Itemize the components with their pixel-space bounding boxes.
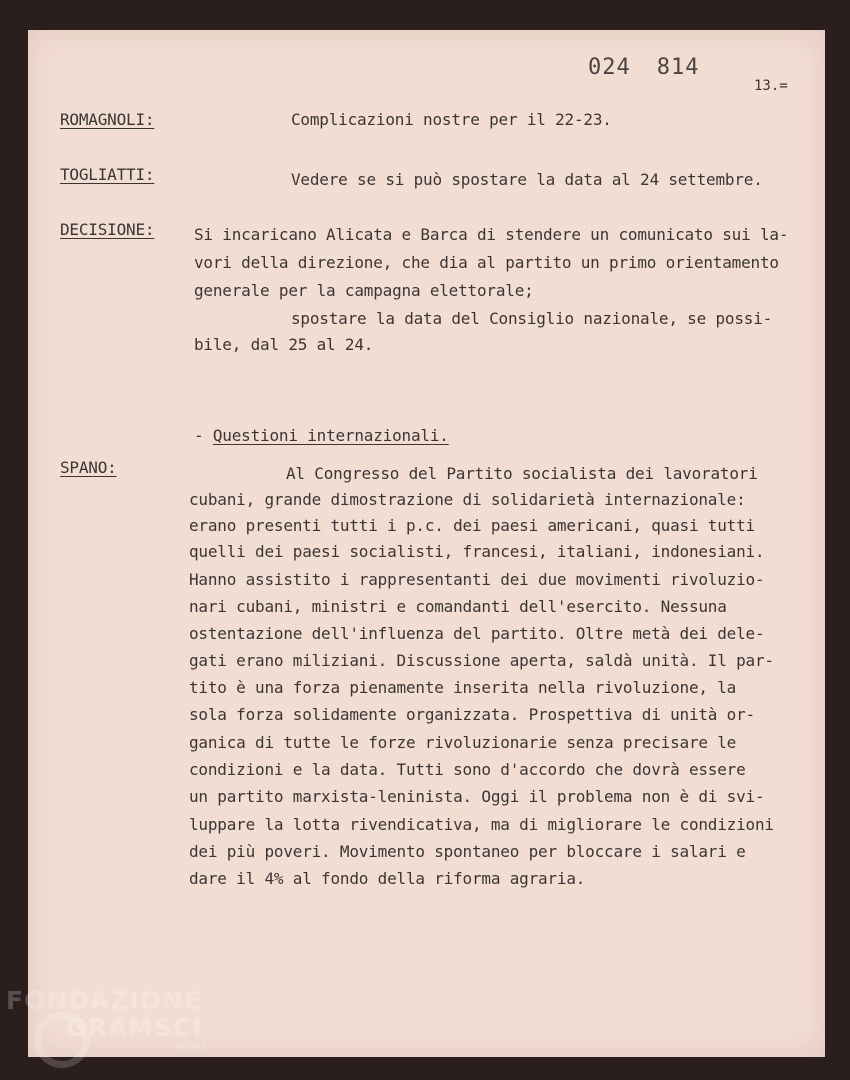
decisione-line-3: generale per la campagna elettorale; — [194, 281, 534, 300]
spano-line: ganica di tutte le forze rivoluzionarie senza precisare le — [189, 733, 737, 752]
togliatti-text: Vedere se si può spostare la data al 24 settembre. — [291, 170, 763, 189]
archive-number-2: 814 — [656, 55, 700, 80]
spano-line: condizioni e la data. Tutti sono d'accordo che dovrà essere — [189, 760, 746, 779]
decisione-line-2: vori della direzione, che dia al partito un primo orientamento — [194, 253, 779, 272]
spano-line: Hanno assistito i rappresentanti dei due movimenti rivoluzio- — [189, 570, 765, 589]
spano-line: Al Congresso del Partito socialista dei lavoratori — [286, 464, 758, 483]
spano-line: gati erano miliziani. Discussione aperta, saldà unità. Il par- — [189, 651, 774, 670]
section-prefix: - — [194, 426, 213, 445]
decisione-line-1: Si incaricano Alicata e Barca di stendere un comunicato sui la- — [194, 225, 789, 244]
speaker-spano: SPANO: — [60, 458, 117, 477]
watermark-line-2: GRAMSCI — [66, 1013, 203, 1042]
spano-line: sola forza solidamente organizzata. Prospettiva di unità or- — [189, 705, 755, 724]
watermark-line-1: FONDAZIONE — [6, 986, 203, 1015]
spano-line: ostentazione dell'influenza del partito. Oltre metà dei dele- — [189, 624, 765, 643]
spano-line: luppare la lotta rivendicativa, ma di migliorare le condizioni — [189, 815, 774, 834]
section-heading — [194, 426, 449, 445]
archive-stamp — [588, 55, 700, 80]
spano-line: tito è una forza pienamente inserita nella rivoluzione, la — [189, 678, 737, 697]
speaker-decisione: DECISIONE: — [60, 220, 155, 239]
spano-line: cubani, grande dimostrazione di solidarietà internazionale: — [189, 490, 746, 509]
page-number: 13.= — [754, 78, 788, 94]
section-title: Questioni internazionali. — [212, 426, 449, 445]
watermark — [6, 988, 207, 1052]
watermark-line-3: onlus — [176, 1041, 207, 1052]
decisione-line-5: bile, dal 25 al 24. — [194, 335, 374, 354]
romagnoli-text: Complicazioni nostre per il 22-23. — [291, 110, 612, 129]
spano-line: dei più poveri. Movimento spontaneo per bloccare i salari e — [189, 842, 746, 861]
spano-line: erano presenti tutti i p.c. dei paesi americani, quasi tutti — [189, 516, 755, 535]
speaker-romagnoli: ROMAGNOLI: — [60, 110, 155, 129]
spano-line: quelli dei paesi socialisti, francesi, italiani, indonesiani. — [189, 542, 765, 561]
decisione-line-4: spostare la data del Consiglio nazionale, se possi- — [291, 309, 773, 328]
speaker-togliatti: TOGLIATTI: — [60, 165, 155, 184]
spano-line: nari cubani, ministri e comandanti dell'esercito. Nessuna — [189, 597, 727, 616]
spano-line: dare il 4% al fondo della riforma agraria. — [189, 869, 586, 888]
archive-number-1: 024 — [588, 55, 631, 80]
spano-line: un partito marxista-leninista. Oggi il problema non è di svi- — [189, 787, 765, 806]
